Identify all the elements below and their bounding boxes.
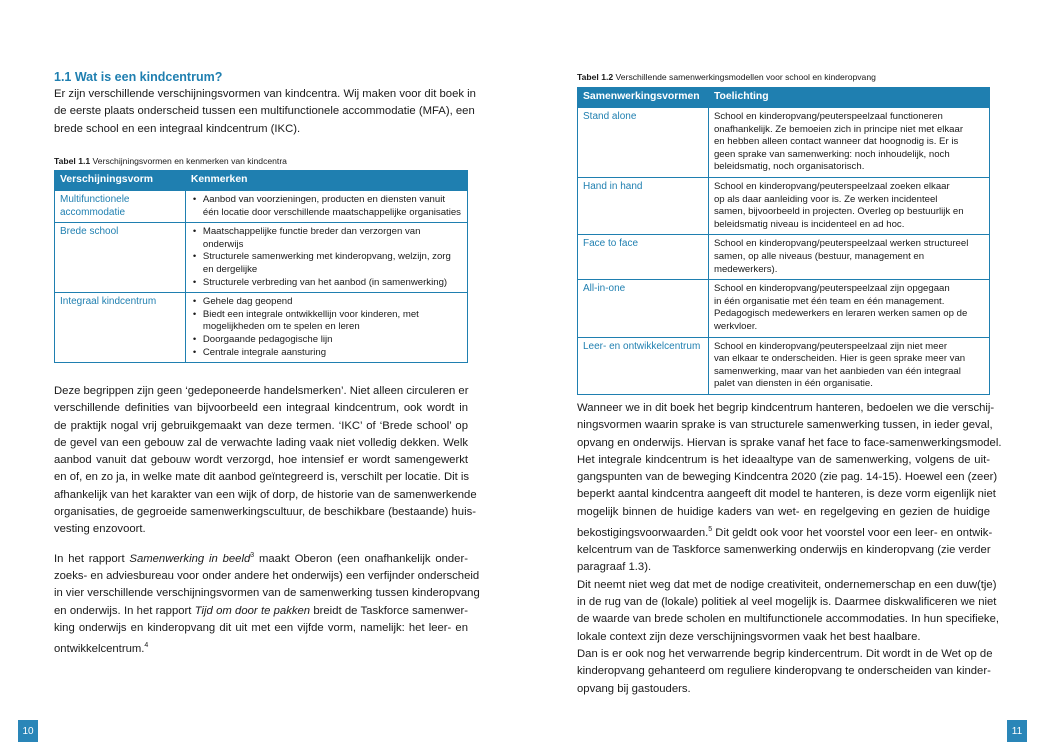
table-desc-cell: [708, 108, 989, 178]
text-line: en of, en zo ja, in welke mate dit aanbod geïntegreerd is, verschilt per locatie. Dit is: [54, 471, 470, 484]
table-header-cell: Toelichting: [708, 88, 989, 108]
text-run: maakt Oberon (een onafhankelijk onder-: [254, 552, 468, 565]
table-row: [55, 223, 468, 293]
table-term-cell: [578, 337, 709, 394]
text-line: zoeks- en adviesbureau voor onder andere het onderwijs) een verfijnder onderscheid: [54, 570, 480, 583]
text-line: in de rug van de (lokale) politiek al veel mogelijk is. Daarmee diskwalificeren we niet: [577, 596, 997, 609]
table-row: [578, 337, 990, 394]
text-line: kinderopvang gehanteerd om reguliere kinderopvang te onderscheiden van kinder-: [577, 665, 991, 678]
table-caption: [54, 156, 287, 166]
desc-line: in één organisatie met één team en één management.: [713, 295, 945, 307]
desc-line: School en kinderopvang/peuterspeelzaal zijn niet meer: [713, 340, 948, 352]
text-line: de gevel van een gebouw zal de verwachte lading vaak niet volledig dekken. Welk: [54, 436, 468, 449]
term-text: Multifunctionele accommodatie: [60, 194, 130, 218]
text-run: breidt de Taskforce samenwer-: [310, 604, 469, 617]
desc-line: samenwerking, maar van het aanbieden van één integraal: [713, 365, 961, 377]
text-line: ningsvormen waarin sprake is van structurele samenwerking tussen, in ieder geval,: [577, 419, 993, 432]
desc-line: School en kinderopvang/peuterspeelzaal werken structureel: [713, 238, 969, 250]
text-line: brede school en een integraal kindcentrum (IKC).: [54, 122, 301, 135]
text-line: gangspunten van de beweging Kindcentra 2020 (zie pag. 14-15). Hoewel een (zeer): [577, 471, 998, 484]
page-number: 10: [18, 720, 38, 742]
text-line: Het integrale kindcentrum is het ideaaltype van de samenwerking, volgens de uit-: [577, 453, 990, 466]
paragraph-begrippen: [54, 383, 477, 539]
text-line: aanbod vanuit dat gebouw wordt verzorgd, hoe intensief er wordt samengewerkt: [54, 454, 468, 467]
section-title: 1.1 Wat is een kindcentrum?: [54, 70, 223, 84]
report-title: Tijd om door te pakken: [194, 604, 311, 617]
bullet-item: • Aanbod van voorzieningen, producten en diensten vanuit één locatie door verschillende maatschappelijke organisaties: [191, 194, 462, 219]
text-line: beperkt aantal kindcentra aangeeft dit model te hanteren, is deze vorm eigenlijk niet: [577, 488, 996, 501]
text-run: In het rapport: [54, 552, 130, 565]
text-line: verschillende definities van bijvoorbeeld een integraal kindcentrum, ook wordt in: [54, 402, 468, 415]
intro-paragraph: [54, 86, 476, 138]
text-run: en onderwijs. In het rapport: [54, 604, 195, 617]
table-row: [55, 191, 468, 223]
table-term-cell: [578, 177, 709, 234]
paragraph-oberon: [54, 547, 480, 658]
table-caption-label: Tabel 1.2: [577, 72, 614, 82]
desc-line: beleidsmatig, noch organisatorisch.: [713, 161, 865, 173]
table-1-2: [577, 87, 990, 395]
text-line: Wanneer we in dit boek het begrip kindcentrum hanteren, bedoelen we die verschij-: [577, 402, 995, 414]
desc-line: op als daar aanleiding voor is. Ze werken incidenteel: [713, 193, 938, 205]
term-text: Stand alone: [583, 111, 637, 122]
table-desc-cell: [708, 177, 989, 234]
table-desc-cell: [708, 235, 989, 280]
desc-line: werkvloer.: [713, 320, 758, 332]
bullet-item: • Gehele dag geopend: [191, 296, 462, 309]
table-row: [578, 235, 990, 280]
text-line: Deze begrippen zijn geen ‘gedeponeerde handelsmerken’. Niet alleen circuleren er: [54, 385, 469, 397]
table-header-cell: Kenmerken: [185, 171, 467, 191]
text-line: in vier verschillende verschijningsvormen van de samenwerking tussen kinderopvang: [54, 587, 480, 600]
right-page: [522, 0, 1044, 756]
text-line: de waarde van brede scholen en multifunctionele accommodaties. In hun specifieke,: [577, 613, 1000, 626]
table-desc-cell: [708, 337, 989, 394]
term-text: Leer- en ontwikkelcentrum: [583, 340, 701, 352]
text-line: king onderwijs en kinderopvang dit uit met een vijfde vorm, namelijk: het leer- en: [54, 621, 468, 634]
desc-line: beleidsmatig niveau is incidenteel en ad hoc.: [713, 218, 905, 230]
page-number: 11: [1007, 720, 1027, 742]
table-1-1: [54, 170, 468, 363]
text-line: organisaties, de gegroeide samenwerkingscultuur, de beschikbare (bestaande) huis-: [54, 506, 477, 519]
text-line: de eerste plaats onderscheid tussen een multifunctionele accommodatie (MFA), een: [54, 105, 475, 118]
text-run: ontwikkelcentrum.: [54, 643, 145, 656]
table-caption-text: Verschijningsvormen en kenmerken van kindcentra: [90, 156, 287, 166]
text-line: mogelijk binnen de huidige kaders van wet- en regelgeving en gezien de huidige: [577, 505, 990, 518]
bullet-item: • Structurele samenwerking met kinderopvang, welzijn, zorg en dergelijke: [191, 251, 462, 276]
table-term-cell: [55, 191, 186, 223]
report-title: Samenwerking in beeld: [129, 552, 251, 565]
table-row: [578, 280, 990, 337]
bullet-item: • Centrale integrale aansturing: [191, 347, 462, 360]
text-line: [54, 637, 468, 658]
desc-line: School en kinderopvang/peuterspeelzaal functioneren: [713, 111, 943, 122]
table-desc-cell: [185, 191, 467, 223]
text-run: bekostigingsvoorwaarden.: [577, 526, 709, 539]
table-term-cell: [55, 293, 186, 363]
text-line: opvang bij gastouders.: [577, 682, 691, 695]
table-row: [55, 293, 468, 363]
paragraph-kindcentrum: [577, 400, 1002, 646]
footnote-ref: 4: [144, 642, 149, 650]
desc-line: samen, op alle niveaus (bestuur, management en: [713, 250, 925, 262]
table-desc-cell: [185, 223, 467, 293]
text-line: vesting enzovoort.: [54, 523, 146, 536]
text-line: [54, 547, 468, 568]
bullet-item: • Biedt een integrale ontwikkellijn voor kinderen, met mogelijkheden om te spelen en leren: [191, 309, 462, 334]
term-text: Face to face: [583, 238, 639, 250]
table-header-cell: Verschijningsvorm: [55, 171, 186, 191]
text-line: Dan is er ook nog het verwarrende begrip kindercentrum. Dit wordt in de Wet op de: [577, 648, 993, 660]
table-header-row: [55, 171, 468, 191]
table-term-cell: [578, 108, 709, 178]
desc-line: palet van diensten in één organisatie.: [713, 378, 873, 390]
table-desc-cell: [185, 293, 467, 363]
text-line: [54, 603, 468, 620]
bullet-item: • Structurele verbreding van het aanbod (in samenwerking): [191, 277, 462, 290]
desc-line: Pedagogisch medewerkers en leraren werken samen op de: [713, 308, 968, 320]
paragraph-kindercentrum: [577, 646, 993, 698]
bullet-item: • Doorgaande pedagogische lijn: [191, 334, 462, 347]
term-text: Hand in hand: [583, 180, 643, 192]
desc-line: medewerkers).: [713, 263, 778, 275]
text-line: Dit neemt niet weg dat met de nodige creativiteit, ondernemerschap en een duw(tje): [577, 578, 997, 591]
desc-line: School en kinderopvang/peuterspeelzaal zoeken elkaar: [713, 180, 950, 192]
table-caption-label: Tabel 1.1: [54, 156, 91, 166]
text-line: opvang en onderwijs. Hiervan is sprake vanaf het face to face-samenwerkingsmodel.: [577, 436, 1002, 449]
footnote-ref: 5: [708, 526, 713, 534]
text-line: kelcentrum van de Taskforce samenwerking onderwijs en kinderopvang (zie verder: [577, 544, 991, 557]
table-row: [578, 108, 990, 178]
desc-line: School en kinderopvang/peuterspeelzaal zijn opgegaan: [713, 283, 950, 295]
table-term-cell: [578, 280, 709, 337]
term-text: Brede school: [60, 226, 119, 238]
text-line: de praktijk nogal vrij gebruikgemaakt van deze termen. ‘IKC’ of ‘Brede school’ op: [54, 419, 468, 432]
desc-line: geen sprake van samenwerking: noch inhoudelijk, noch: [713, 148, 950, 160]
table-caption-text: Verschillende samenwerkingsmodellen voor school en kinderopvang: [613, 72, 876, 82]
table-caption: [577, 72, 876, 82]
term-text: Integraal kindcentrum: [60, 296, 157, 308]
text-run: Dit geldt ook voor het voorstel voor een leer- en ontwik-: [712, 526, 993, 539]
table-header-cell: Samenwerkingsvormen: [578, 88, 709, 108]
text-line: Er zijn verschillende verschijningsvormen van kindcentra. Wij maken voor dit boek in: [54, 88, 476, 100]
text-line: lokale context zijn deze verschijningsvormen vaak het best haalbare.: [577, 630, 921, 643]
text-line: paragraaf 1.3).: [577, 561, 652, 574]
desc-line: onafhankelijk. Ze bemoeien zich in principe niet met elkaar: [713, 123, 964, 135]
text-line: [577, 521, 993, 542]
desc-line: samen, bijvoorbeeld in projecten. Overleg op bestuurlijk en: [713, 206, 964, 218]
desc-line: van elkaar te onderscheiden. Hier is geen sprake meer van: [713, 353, 966, 365]
table-term-cell: [578, 235, 709, 280]
text-line: afhankelijk van het karakter van een wijk of dorp, de historie van de samenwerkende: [54, 488, 477, 501]
desc-line: en hebben alleen contact wanneer dat hoognodig is. Er is: [713, 136, 959, 148]
term-text: All-in-one: [583, 283, 626, 295]
bullet-item: • Maatschappelijke functie breder dan verzorgen van onderwijs: [191, 226, 462, 251]
footnote-ref: 3: [250, 552, 255, 559]
table-term-cell: [55, 223, 186, 293]
table-row: [578, 177, 990, 234]
table-desc-cell: [708, 280, 989, 337]
table-header-row: [578, 88, 990, 108]
